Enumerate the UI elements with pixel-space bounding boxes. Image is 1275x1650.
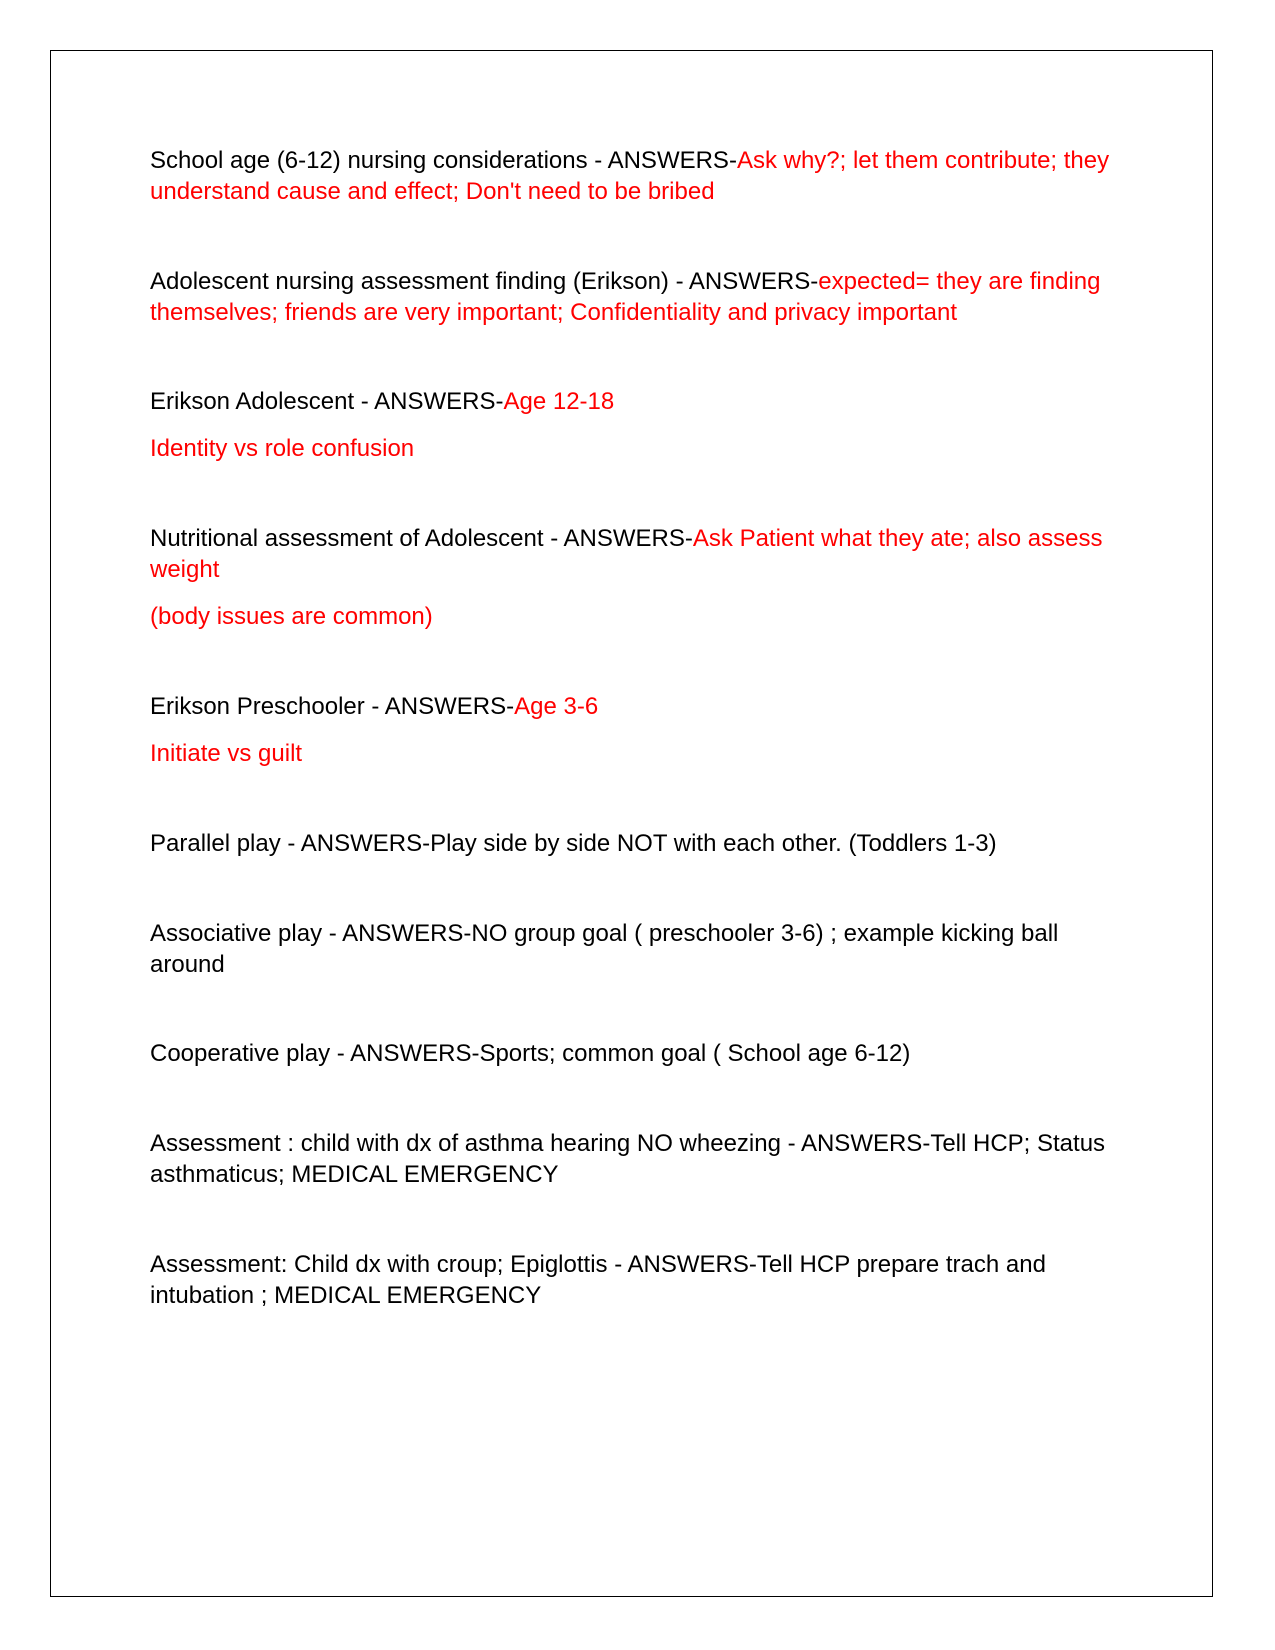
question-text: Associative play - ANSWERS- [150, 920, 472, 947]
question-text: Cooperative play - ANSWERS- [150, 1040, 480, 1067]
answer-extra-line: Identity vs role confusion [150, 435, 415, 462]
answer-text: Tell HCP prepare trach and intubation ; MEDICAL EMERGENCY [150, 1251, 1046, 1309]
answer-text: Sports; common goal ( School age 6-12) [479, 1040, 911, 1067]
answer-extra-line: Initiate vs guilt [150, 740, 303, 767]
answer-text: Play side by side NOT with each other. (Toddlers 1-3) [430, 830, 997, 857]
qa-item [150, 1249, 1110, 1311]
answer-text: expected= they are finding themselves; friends are very important; Confidentiality and privacy important [150, 268, 1101, 326]
qa-item [150, 266, 1110, 328]
answer-extra-line: (body issues are common) [150, 603, 433, 630]
qa-text [150, 828, 1110, 859]
question-text: School age (6-12) nursing considerations - ANSWERS- [150, 147, 737, 174]
answer-text: Age 3-6 [514, 693, 599, 720]
qa-list [150, 145, 1110, 1311]
qa-text [150, 1038, 1110, 1069]
qa-text [150, 266, 1110, 328]
qa-item [150, 1128, 1110, 1190]
qa-item [150, 523, 1110, 632]
question-text: Parallel play - ANSWERS- [150, 830, 431, 857]
qa-item [150, 918, 1110, 980]
question-text: Assessment : child with dx of asthma hearing NO wheezing - ANSWERS- [150, 1130, 931, 1157]
answer-text: NO group goal ( preschooler 3-6) ; example kicking ball around [150, 920, 1059, 978]
qa-item [150, 1038, 1110, 1069]
qa-item [150, 145, 1110, 207]
qa-text [150, 1249, 1110, 1311]
answer-text: Ask why?; let them contribute; they understand cause and effect; Don't need to be bribed [150, 147, 1110, 205]
qa-text [150, 691, 1110, 722]
question-text: Assessment: Child dx with croup; Epiglottis - ANSWERS- [150, 1251, 757, 1278]
qa-item [150, 386, 1110, 464]
answer-text: Age 12-18 [503, 388, 615, 415]
qa-text [150, 523, 1110, 585]
answer-text: Ask Patient what they ate; also assess weight [150, 525, 1103, 583]
qa-item [150, 828, 1110, 859]
qa-text [150, 145, 1110, 207]
question-text: Erikson Adolescent - ANSWERS- [150, 388, 504, 415]
question-text: Adolescent nursing assessment finding (Erikson) - ANSWERS- [150, 268, 819, 295]
qa-text [150, 1128, 1110, 1190]
question-text: Erikson Preschooler - ANSWERS- [150, 693, 515, 720]
qa-text [150, 386, 1110, 417]
qa-item [150, 691, 1110, 769]
answer-text: Tell HCP; Status asthmaticus; MEDICAL EMERGENCY [150, 1130, 1106, 1188]
qa-text [150, 918, 1110, 980]
question-text: Nutritional assessment of Adolescent - ANSWERS- [150, 525, 693, 552]
